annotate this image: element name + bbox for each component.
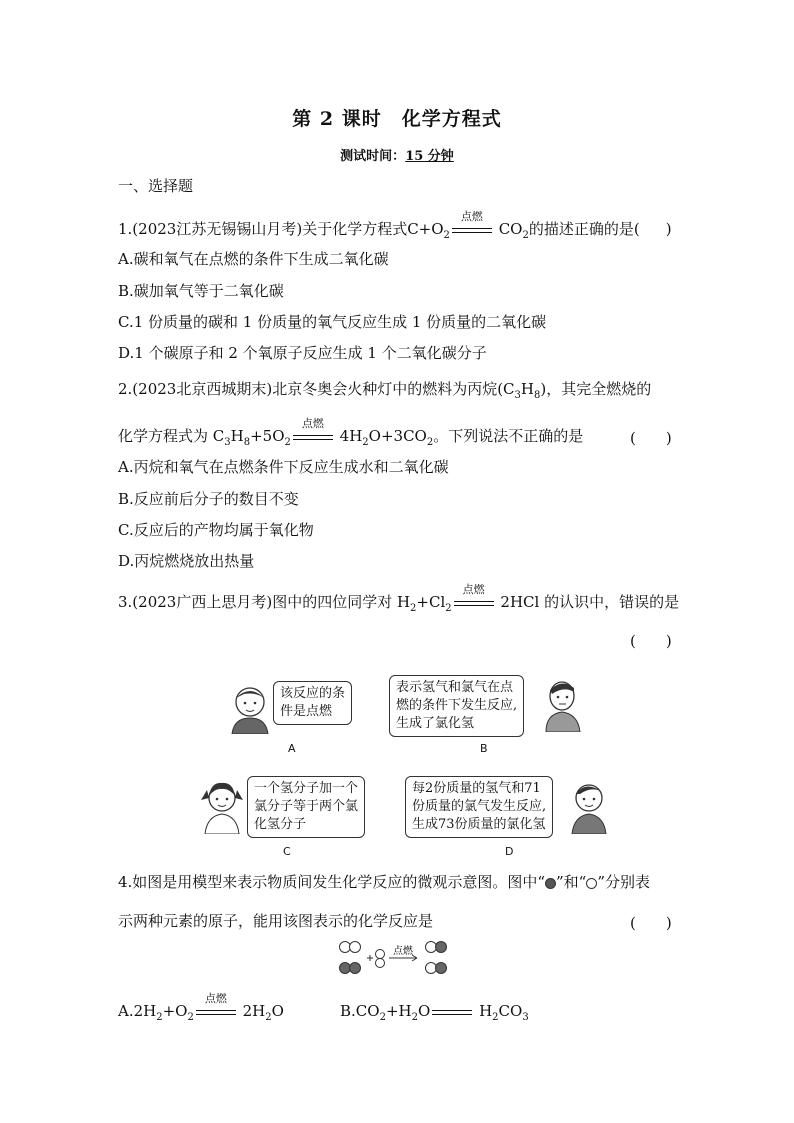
equation-arrow: 点燃 (293, 429, 333, 445)
question-4-stem-line1: 4.如图是用模型来表示物质间发生化学反应的微观示意图。图中“ ”和“ ”分别表 (118, 873, 650, 891)
question-3-stem: 3.(2023广西上思月考)图中的四位同学对 $H_2+Cl_2$ 点燃 2HCl 的认识中，错误的是 (118, 583, 680, 614)
figure-label-a: A (288, 742, 296, 755)
q2-option-b[interactable]: B.反应前后分子的数目不变 (118, 490, 299, 508)
student-c-icon (197, 778, 247, 834)
page-title (0, 104, 794, 131)
speech-bubble-b: 表示氢气和氯气在点 燃的条件下发生反应, 生成了氯化氢 (389, 675, 524, 737)
equation-arrow: 点燃 (452, 222, 492, 238)
q1-option-a[interactable]: A.碳和氧气在点燃的条件下生成二氧化碳 (118, 250, 389, 268)
question-1-stem: 1.(2023江苏无锡锡山月考)关于化学方程式$C+O_2$ 点燃 $CO_2$的描述正确的是( ) (118, 210, 672, 241)
student-b-icon (540, 676, 586, 732)
q4-option-b[interactable]: $B.CO_2+H_2O$ $H_2CO_3$ (340, 1002, 529, 1023)
reaction-model-diagram (333, 936, 463, 980)
q2-option-d[interactable]: D.丙烷燃烧放出热量 (118, 552, 255, 570)
q1-option-d[interactable]: D.1 个碳原子和 2 个氧原子反应生成 1 个二氧化碳分子 (118, 344, 487, 362)
speech-bubble-d: 每2份质量的氢气和71 份质量的氯气发生反应, 生成73份质量的氯化氢 (405, 776, 553, 838)
q2-option-a[interactable]: A.丙烷和氧气在点燃条件下反应生成水和二氧化碳 (118, 458, 449, 476)
q3-answer-paren[interactable]: ( ) (630, 632, 672, 650)
q2-option-c[interactable]: C.反应后的产物均属于氧化物 (118, 521, 314, 539)
speech-bubble-a: 该反应的条 件是点燃 (273, 681, 352, 725)
q4-answer-paren[interactable]: ( ) (630, 914, 672, 932)
question-2-stem-line1: 2.(2023北京西城期末)北京冬奥会火种灯中的燃料为丙烷$(C_3H_8)$，其完全燃烧的 (118, 380, 652, 401)
lesson-topic: 化学方程式 (401, 108, 502, 130)
equation-arrow: 点燃 (196, 1004, 236, 1020)
q1-option-b[interactable]: B.碳加氧气等于二氧化碳 (118, 282, 284, 300)
dark-atom-icon (545, 878, 556, 889)
test-time: 测试时间：15 分钟 (340, 149, 454, 164)
student-a-icon (226, 682, 274, 734)
diagram-condition: 点燃 (393, 946, 413, 957)
q2-answer-paren[interactable]: ( ) (630, 429, 672, 447)
question-2-stem-line2: 化学方程式为 $C_3H_8+5O_2$ 点燃 $4H_2O+3CO_2$。下列说法不正确的是 (118, 417, 584, 448)
figure-label-c: C (283, 845, 291, 858)
section-heading: 一、选择题 (118, 177, 194, 195)
figure-label-d: D (505, 845, 514, 858)
q1-option-c[interactable]: C.1 份质量的碳和 1 份质量的氧气反应生成 1 份质量的二氧化碳 (118, 313, 547, 331)
lesson-number: 第 2 课时 (292, 108, 382, 130)
equation-arrow (432, 1004, 472, 1020)
question-4-stem-line2: 示两种元素的原子，能用该图表示的化学反应是 (118, 912, 434, 930)
light-atom-icon (586, 878, 597, 889)
speech-bubble-c: 一个氢分子加一个 氯分子等于两个氯 化氢分子 (247, 776, 365, 838)
q4-option-a[interactable]: $A.2H_2+O_2$ 点燃 $2H_2O$ (118, 992, 284, 1023)
equation-arrow: 点燃 (454, 595, 494, 611)
student-d-icon (566, 778, 612, 834)
figure-label-b: B (480, 742, 488, 755)
